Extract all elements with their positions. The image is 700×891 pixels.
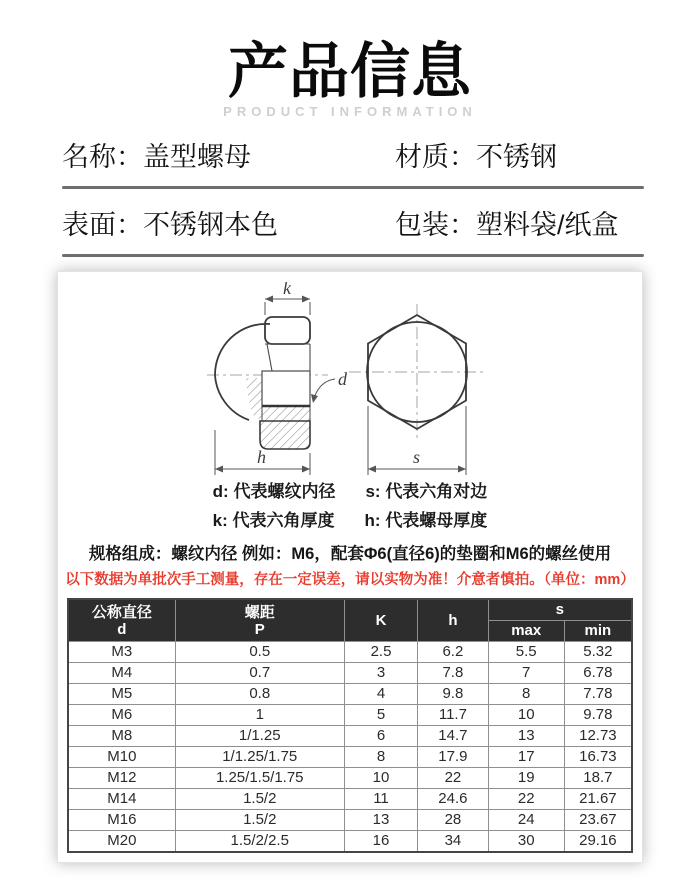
header-nominal-diameter: 公称直径 d xyxy=(68,599,175,642)
table-cell: 6 xyxy=(344,726,417,747)
table-cell: 6.2 xyxy=(418,642,489,663)
table-cell: 2.5 xyxy=(344,642,417,663)
header-pitch: 螺距 P xyxy=(175,599,344,642)
spec-surface xyxy=(62,209,395,241)
table-cell: 24.6 xyxy=(418,789,489,810)
spec-packaging xyxy=(395,209,680,241)
table-cell: 22 xyxy=(488,789,564,810)
spec-packaging-label: 包装： xyxy=(395,210,476,240)
table-cell: 5.5 xyxy=(488,642,564,663)
dimension-legend-line-2 xyxy=(58,511,642,531)
table-cell: 10 xyxy=(488,705,564,726)
legend-text-d: 代表螺纹内径 xyxy=(233,482,336,501)
table-cell: 0.7 xyxy=(175,663,344,684)
spec-material-label: 材质： xyxy=(395,142,476,172)
dim-label-k: k xyxy=(283,282,291,298)
table-cell: 34 xyxy=(418,831,489,853)
table-cell: 0.5 xyxy=(175,642,344,663)
table-cell: 21.67 xyxy=(564,789,632,810)
table-cell: M20 xyxy=(68,831,175,853)
dimension-table xyxy=(67,598,633,853)
table-cell: 5.32 xyxy=(564,642,632,663)
table-cell: 22 xyxy=(418,768,489,789)
table-cell: 1/1.25 xyxy=(175,726,344,747)
side-view xyxy=(207,282,348,475)
spec-name-value: 盖型螺母 xyxy=(143,142,251,172)
table-cell: M10 xyxy=(68,747,175,768)
table-cell: 30 xyxy=(488,831,564,853)
table-cell: 13 xyxy=(344,810,417,831)
table-cell: 16.73 xyxy=(564,747,632,768)
legend-text-h: 代表螺母厚度 xyxy=(385,511,488,530)
warning-text: 以下数据为单批次手工测量，存在一定误差，请以实物为准！介意者慎拍。（单位：mm） xyxy=(65,572,635,588)
spec-row-1 xyxy=(0,141,700,173)
table-cell: 19 xyxy=(488,768,564,789)
table-row xyxy=(68,747,632,768)
table-cell: 8 xyxy=(488,684,564,705)
table-cell: 4 xyxy=(344,684,417,705)
spec-composition-note: 规格组成：螺纹内径 例如：M6，配套Φ6(直径6)的垫圈和M6的螺丝使用 xyxy=(88,545,612,563)
table-cell: 9.8 xyxy=(418,684,489,705)
spec-material xyxy=(395,141,680,173)
table-cell: 1 xyxy=(175,705,344,726)
legend-text-s: 代表六角对边 xyxy=(385,482,488,501)
header-k: K xyxy=(344,599,417,642)
table-cell: 11 xyxy=(344,789,417,810)
table-cell: 7.8 xyxy=(418,663,489,684)
spec-surface-value: 不锈钢本色 xyxy=(143,210,278,240)
table-cell: M16 xyxy=(68,810,175,831)
dimension-legend-line-1 xyxy=(58,482,642,502)
header-s: s xyxy=(488,599,632,621)
table-cell: 9.78 xyxy=(564,705,632,726)
table-cell: 1.25/1.5/1.75 xyxy=(175,768,344,789)
header-s-max: max xyxy=(488,621,564,642)
table-cell: 6.78 xyxy=(564,663,632,684)
table-cell: 24 xyxy=(488,810,564,831)
legend-item-k xyxy=(213,511,335,531)
table-cell: 28 xyxy=(418,810,489,831)
table-cell: 14.7 xyxy=(418,726,489,747)
table-cell: 17 xyxy=(488,747,564,768)
header-h: h xyxy=(418,599,489,642)
spec-name xyxy=(62,141,395,173)
table-row xyxy=(68,831,632,853)
legend-item-s xyxy=(365,482,487,502)
spec-row-2 xyxy=(0,209,700,241)
header-s-min: min xyxy=(564,621,632,642)
table-cell: 12.73 xyxy=(564,726,632,747)
spec-packaging-value: 塑料袋/纸盒 xyxy=(476,210,619,240)
table-cell: 5 xyxy=(344,705,417,726)
divider-top xyxy=(62,186,644,189)
table-cell: 1.5/2/2.5 xyxy=(175,831,344,853)
table-cell: M5 xyxy=(68,684,175,705)
table-cell: M3 xyxy=(68,642,175,663)
spec-table-body xyxy=(68,642,632,853)
table-cell: M4 xyxy=(68,663,175,684)
table-cell: 7 xyxy=(488,663,564,684)
table-cell: 1.5/2 xyxy=(175,789,344,810)
legend-item-d xyxy=(213,482,336,502)
divider-bottom xyxy=(62,254,644,257)
legend-key-h: h: xyxy=(364,511,381,530)
table-cell: 8 xyxy=(344,747,417,768)
cap-nut-technical-drawing xyxy=(64,282,636,478)
table-cell: 16 xyxy=(344,831,417,853)
table-row xyxy=(68,642,632,663)
table-row xyxy=(68,810,632,831)
spec-material-value: 不锈钢 xyxy=(476,142,557,172)
table-row xyxy=(68,705,632,726)
table-cell: 7.78 xyxy=(564,684,632,705)
page-title: 产品信息 xyxy=(228,38,472,105)
table-cell: 23.67 xyxy=(564,810,632,831)
table-cell: 0.8 xyxy=(175,684,344,705)
table-row xyxy=(68,726,632,747)
table-cell: 18.7 xyxy=(564,768,632,789)
spec-surface-label: 表面： xyxy=(62,210,143,240)
legend-item-h xyxy=(365,511,488,531)
table-row xyxy=(68,789,632,810)
spec-name-label: 名称： xyxy=(62,142,143,172)
table-cell: M6 xyxy=(68,705,175,726)
table-cell: M12 xyxy=(68,768,175,789)
table-cell: 10 xyxy=(344,768,417,789)
table-cell: M14 xyxy=(68,789,175,810)
table-row xyxy=(68,768,632,789)
table-cell: M8 xyxy=(68,726,175,747)
legend-key-d: d: xyxy=(212,482,229,501)
table-row xyxy=(68,684,632,705)
diagram-card xyxy=(57,271,643,863)
dim-label-s: s xyxy=(413,447,421,467)
table-cell: 17.9 xyxy=(418,747,489,768)
dimension-table-header xyxy=(68,599,632,642)
table-cell: 13 xyxy=(488,726,564,747)
legend-key-k: k: xyxy=(212,511,228,530)
table-cell: 11.7 xyxy=(418,705,489,726)
dim-label-d: d xyxy=(338,369,347,389)
front-view xyxy=(349,304,485,475)
page-subtitle: PRODUCT INFORMATION xyxy=(223,104,477,119)
table-cell: 1/1.25/1.75 xyxy=(175,747,344,768)
legend-text-k: 代表六角厚度 xyxy=(232,511,335,530)
legend-key-s: s: xyxy=(365,482,381,501)
table-cell: 1.5/2 xyxy=(175,810,344,831)
table-cell: 3 xyxy=(344,663,417,684)
dim-label-h: h xyxy=(257,447,266,467)
table-row xyxy=(68,663,632,684)
table-cell: 29.16 xyxy=(564,831,632,853)
